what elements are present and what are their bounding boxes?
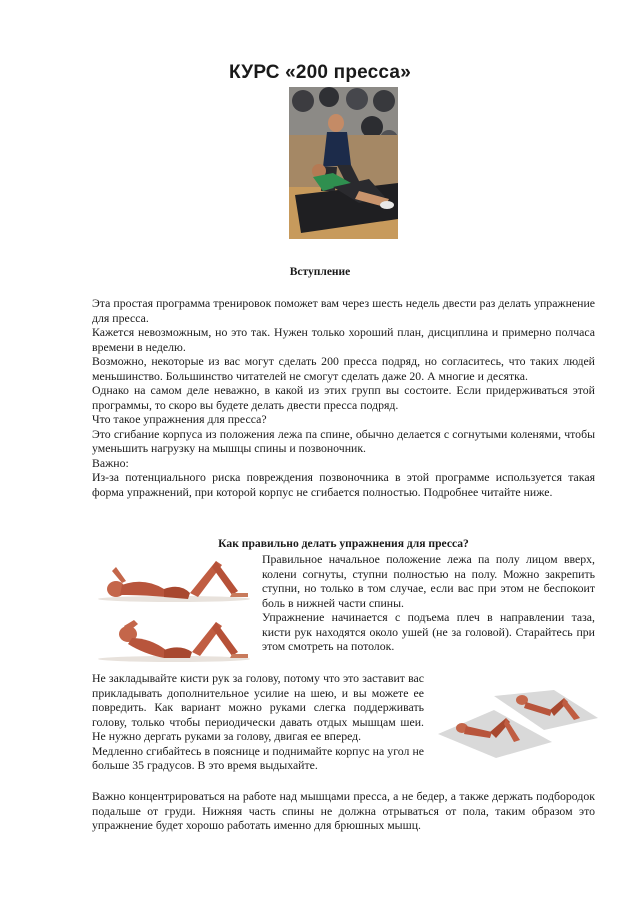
crunch-exercise-illustration <box>434 690 599 758</box>
intro-paragraph: Что такое упражнения для пресса? <box>92 412 267 426</box>
technique-left-text <box>92 671 424 773</box>
technique-heading: Как правильно делать упражнения для пресса? <box>218 537 469 550</box>
technique-final-text <box>92 789 595 833</box>
technique-paragraph: Важно концентрироваться на работе над мышцами пресса, а не бедер, а также держать подбородок подальше от груди. Нижняя часть спины не должна отрываться от пола, таким образом это упражнение будет хорошо работать именно для брюшных мышц. <box>92 789 595 832</box>
intro-paragraph: Возможно, некоторые из вас могут сделать 200 пресса подряд, но согласитесь, что таких людей меньшинство. Большинство читателей не смогут сделать даже 20. А многие и десятка. <box>92 354 595 383</box>
technique-right-text <box>262 552 595 654</box>
intro-paragraph: Кажется невозможным, но это так. Нужен только хороший план, дисциплина и примерно полчаса времени в неделю. <box>92 325 595 354</box>
intro-paragraph: Это сгибание корпуса из положения лежа па спине, обычно делается с согнутыми коленями, чтобы уменьшить нагрузку на мышцы спины и позвоночник. <box>92 426 595 455</box>
intro-paragraph: Из-за потенциального риска повреждения позвоночника в этой программе используется такая форма упражнений, при которой корпус не сгибается полностью. Подробнее читайте ниже. <box>92 470 595 499</box>
crunch-anatomy-start-illustration <box>94 553 254 605</box>
technique-paragraph: Правильное начальное положение лежа па полу лицом вверх, колени согнуты, ступни полностью на полу. Можно закрепить ступни, но только в том случае, если вас при этом не беспокоит боль в нижней части спины. <box>262 552 595 610</box>
page-title: КУРС «200 пресса» <box>229 62 411 83</box>
technique-paragraph: Не закладывайте кисти рук за голову, потому что это заставит вас прикладывать дополнительное усилие на шею, и вы можете ее повредить. Как вариант можно руками слегка поддерживать голову, только чтобы периодически давать отдых мышцам шеи. Не нужно дергать руками за голову, двигая ее вперед. <box>92 671 424 743</box>
trainer-photo <box>289 87 398 239</box>
intro-paragraph: Эта простая программа тренировок поможет вам через шесть недель двести раз делать упражнение для пресса. <box>92 296 595 325</box>
technique-paragraph: Упражнение начинается с подъема плеч в направлении таза, кисти рук находятся около ушей (не за головой). Старайтесь при этом смотреть на потолок. <box>262 610 595 653</box>
intro-text <box>92 296 595 499</box>
intro-paragraph: Важно: <box>92 455 129 470</box>
crunch-anatomy-lift-illustration <box>94 612 254 664</box>
intro-paragraph: Однако на самом деле неважно, в какой из этих групп вы состоите. Если придерживаться этой программы, то скоро вы будете делать двести пресса подряд. <box>92 383 595 412</box>
intro-heading: Вступление <box>289 266 351 278</box>
technique-paragraph: Медленно сгибайтесь в пояснице и поднимайте корпус на угол не больше 35 градусов. В это время выдыхайте. <box>92 743 424 772</box>
